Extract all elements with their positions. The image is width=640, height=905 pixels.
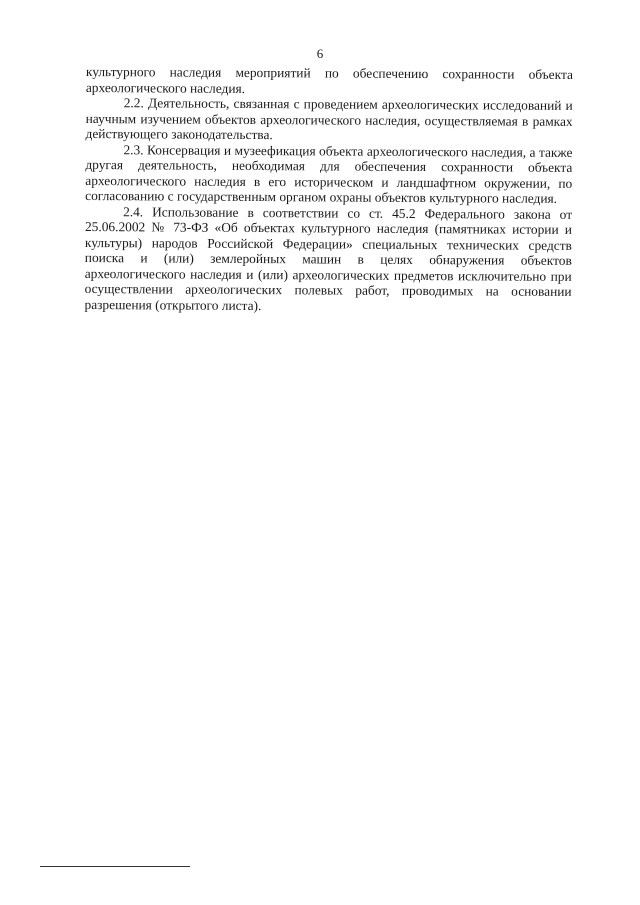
- document-body: [84, 64, 573, 315]
- footnote-separator-line: [40, 866, 190, 867]
- paragraph-2-2: 2.2. Деятельность, связанная с проведением археологических исследований и научным изучением объектов археологического наследия, осуществляемая в рамках действующего законодательства.: [85, 95, 573, 143]
- page-number: 6: [316, 46, 324, 61]
- paragraph-2-3: 2.3. Консервация и музеефикация объекта археологического наследия, а также другая деятельность, необходимая для обеспечения сохранности объекта археологического наследия в его историческом и ландшафтном окружении, по согласованию с государственным органом охраны объектов культурного наследия.: [85, 141, 573, 206]
- paragraph-2-4: 2.4. Использование в соответствии со ст. 45.2 Федерального закона от 25.06.2002 № 73-ФЗ «Об объектах культурного наследия (памятниках истории и культуры) народов Российской Федерации» специальных технических средств поиска и (или) землеройных машин в целях обнаружения объектов археологического наследия и (или) археологических предметов исключительно при осуществлении археологических полевых работ, проводимых на основании разрешения (открытого листа).: [84, 203, 573, 313]
- paragraph-continuation: культурного наследия мероприятий по обеспечению сохранности объекта археологического наследия.: [85, 64, 573, 96]
